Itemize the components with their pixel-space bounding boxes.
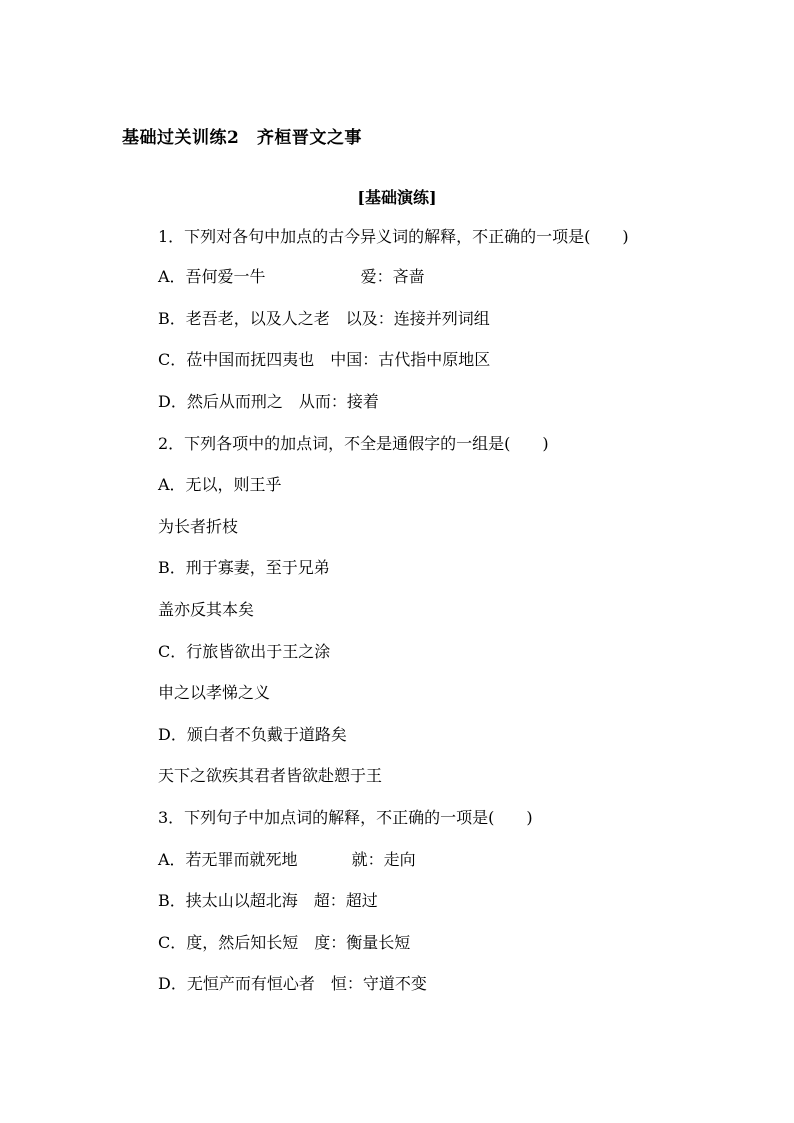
question-2-stem: 2．下列各项中的加点词，不全是通假字的一组是( ) <box>158 434 549 453</box>
question-3-option-a <box>158 849 416 871</box>
option-a-note: 爱：吝啬 <box>360 267 425 286</box>
question-3-option-b: B．挟太山以超北海 超：超过 <box>158 891 378 910</box>
question-3-option-d: D．无恒产而有恒心者 恒：守道不变 <box>158 974 427 993</box>
question-1-option-b: B．老吾老，以及人之老 以及：连接并列词组 <box>158 309 490 328</box>
question-2-option-c-line-1: C．行旅皆欲出于王之涂 <box>158 642 331 661</box>
question-3-option-c: C．度，然后知长短 度：衡量长短 <box>158 933 411 952</box>
option-a-text: A．吾何爱一牛 <box>158 267 266 286</box>
question-2-option-a-line-1: A．无以，则王乎 <box>158 475 282 494</box>
option-a-note: 就：走向 <box>351 850 416 869</box>
question-1-option-c: C．莅中国而抚四夷也 中国：古代指中原地区 <box>158 350 491 369</box>
question-1-option-d: D．然后从而刑之 从而：接着 <box>158 392 379 411</box>
option-a-text: A．若无罪而就死地 <box>158 850 298 869</box>
question-2-option-d-line-2: 天下之欲疾其君者皆欲赴愬于王 <box>158 766 383 785</box>
section-heading: [基础演练] <box>357 188 437 207</box>
question-2-option-a-line-2: 为长者折枝 <box>158 517 239 536</box>
question-2-option-c-line-2: 申之以孝悌之义 <box>158 683 271 702</box>
page-title: 基础过关训练2 齐桓晋文之事 <box>122 128 362 148</box>
question-1-option-a <box>158 266 425 288</box>
question-2-option-d-line-1: D．颁白者不负戴于道路矣 <box>158 725 347 744</box>
question-2-option-b-line-1: B．刑于寡妻，至于兄弟 <box>158 558 330 577</box>
question-1-stem: 1．下列对各句中加点的古今异义词的解释，不正确的一项是( ) <box>158 227 629 246</box>
question-3-stem: 3．下列句子中加点词的解释，不正确的一项是( ) <box>158 808 533 827</box>
question-2-option-b-line-2: 盖亦反其本矣 <box>158 600 255 619</box>
